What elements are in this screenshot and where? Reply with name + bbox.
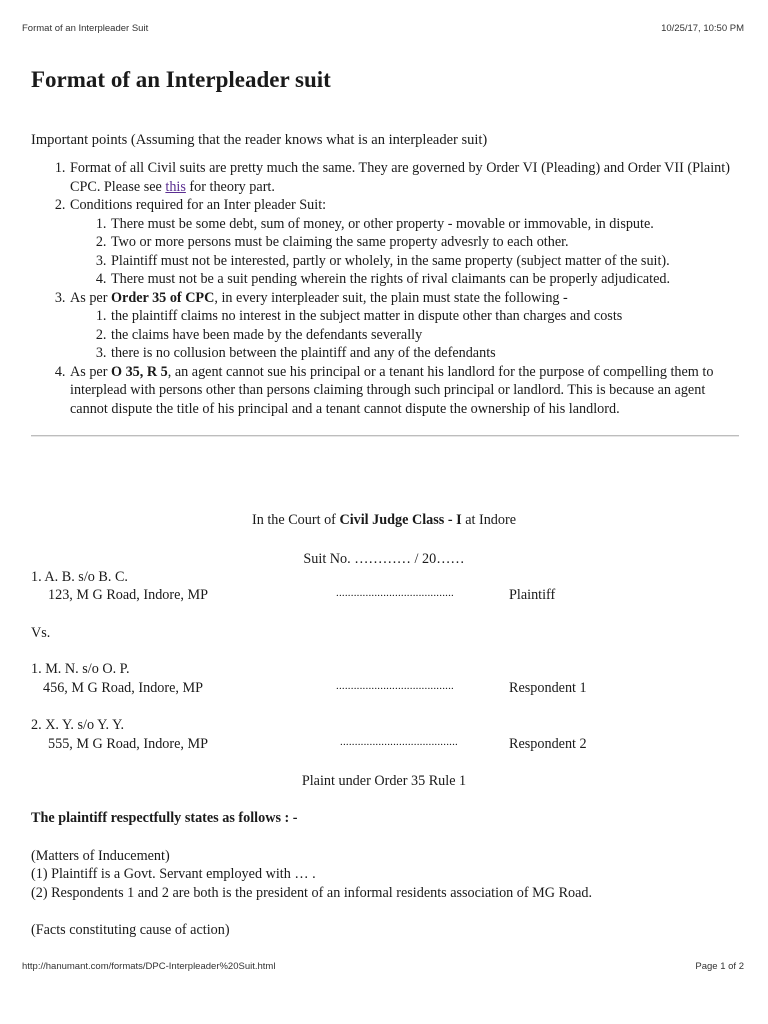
document-body (31, 60, 731, 437)
plaintiff-address: 123, M G Road, Indore, MP (48, 587, 208, 603)
inducement-item-1: (1) Plaintiff is a Govt. Servant employed with … . (31, 866, 316, 882)
list-item: 3. Plaintiff must not be interested, partly or wholely, in the same property (subject matter of the suit). (110, 252, 731, 271)
point4-text: As per (70, 363, 111, 380)
section-divider (31, 435, 739, 437)
list-item (69, 196, 731, 289)
plaint-title: Plaint under Order 35 Rule 1 (301, 773, 467, 789)
point4-bold: O 35, R 5 (110, 363, 168, 380)
print-header-datetime: 10/25/17, 10:50 PM (661, 23, 744, 34)
list-item: 4. There must not be a suit pending wherein the rights of rival claimants can be properly adjudicated. (110, 270, 731, 289)
list-item: 1. There must be some debt, sum of money, or other property - movable or immovable, in dispute. (110, 215, 731, 234)
court-heading: In the Court of Civil Judge Class - I at Indore (251, 512, 517, 528)
plaintiff-role: Plaintiff (509, 587, 556, 603)
print-header-title: Format of an Interpleader Suit (22, 23, 149, 34)
theory-link[interactable]: this (165, 178, 186, 195)
respondent2-role: Respondent 2 (509, 736, 587, 752)
important-points-list (31, 159, 731, 418)
respondent1-dots: ........................................ (336, 680, 454, 692)
inducement-item-2: (2) Respondents 1 and 2 are both is the president of an informal residents association of MG Road. (31, 885, 593, 901)
list-item: 1. the plaintiff claims no interest in the subject matter in dispute other than charges and costs (110, 307, 731, 326)
respondent1-name: 1. M. N. s/o O. P. (31, 661, 130, 677)
plaintiff-name: 1. A. B. s/o B. C. (31, 569, 128, 585)
respondent2-dots: ........................................ (340, 736, 458, 748)
point3-text-end: , in every interpleader suit, the plain must state the following - (214, 289, 568, 306)
point1-text-end: for theory part. (185, 178, 275, 195)
print-footer-page: Page 1 of 2 (695, 961, 744, 972)
respondent2-name: 2. X. Y. s/o Y. Y. (31, 717, 125, 733)
intro-text: Important points (Assuming that the reader knows what is an interpleader suit) (31, 132, 488, 148)
list-item: 2. the claims have been made by the defendants severally (110, 326, 731, 345)
page-title: Format of an Interpleader suit (31, 67, 331, 92)
list-item (69, 363, 731, 419)
list-item (69, 159, 731, 196)
respondent2-address: 555, M G Road, Indore, MP (48, 736, 208, 752)
plaintiff-dots: ........................................ (336, 587, 454, 599)
states-heading: The plaintiff respectfully states as follows : - (31, 810, 298, 826)
list-item: 3. there is no collusion between the plaintiff and any of the defendants (110, 344, 731, 363)
plaint-requirements-list (70, 307, 731, 363)
respondent1-role: Respondent 1 (509, 680, 587, 696)
point4-text-end: , an agent cannot sue his principal or a tenant his landlord for the purpose of compelling them to interplead with persons other than persons claiming through such principal or landlord. This is because an agent cannot dispute the title of his principal and a tenant cannot dispute the ownership of his landlord. (70, 363, 714, 417)
versus-label: Vs. (31, 625, 51, 641)
point3-bold: Order 35 of CPC (110, 289, 215, 306)
print-footer-url: http://hanumant.com/formats/DPC-Interpleader%20Suit.html (22, 961, 276, 972)
point1-text: Format of all Civil suits are pretty much the same. They are governed by Order VI (Pleading) and Order VII (Plaint) CPC. Please see (70, 160, 730, 195)
point2-text: Conditions required for an Inter pleader Suit: (70, 197, 327, 213)
suit-number: Suit No. ………… / 20…… (303, 551, 465, 567)
respondent1-address: 456, M G Road, Indore, MP (43, 680, 203, 696)
inducement-heading: (Matters of Inducement) (31, 848, 170, 864)
list-item: 2. Two or more persons must be claiming the same property advesrly to each other. (110, 233, 731, 252)
conditions-list (70, 215, 731, 289)
point3-text: As per (70, 289, 111, 306)
facts-heading: (Facts constituting cause of action) (31, 922, 230, 938)
list-item (69, 289, 731, 363)
